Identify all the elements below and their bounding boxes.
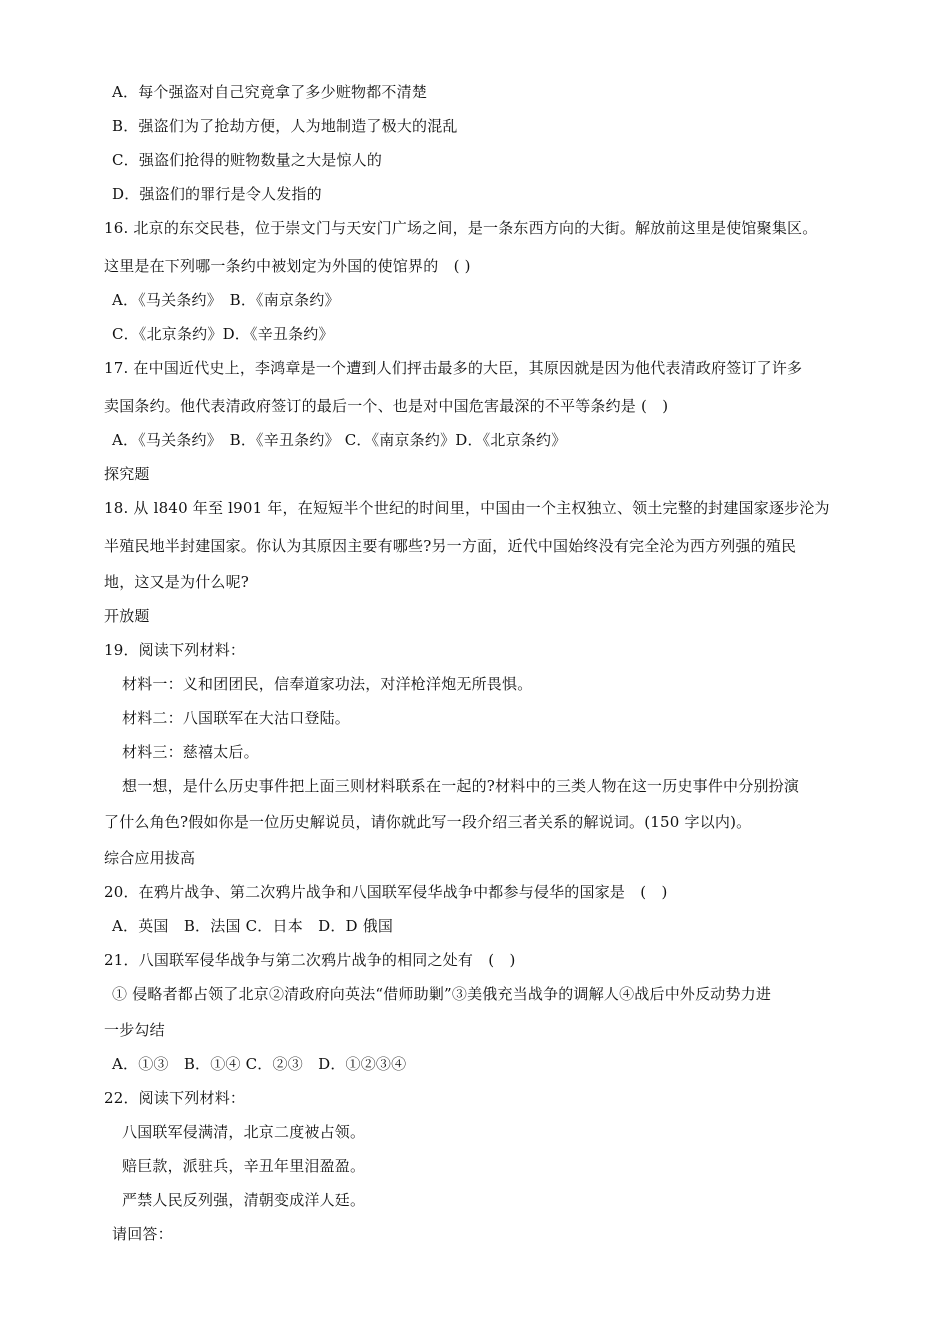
question-20-line-1: 20．在鸦片战争、第二次鸦片战争和八国联军侵华战争中都参与侵华的国家是 ( ) <box>104 883 668 901</box>
question-18-line-1: 18. 从 l840 年至 l901 年，在短短半个世纪的时间里，中国由一个主权独立、领土完整的封建国家逐步沦为 <box>104 499 830 517</box>
question-19-line-1: 19．阅读下列材料： <box>104 641 246 659</box>
option-b-line: B．强盗们为了抢劫方便，人为地制造了极大的混乱 <box>112 117 458 135</box>
section-heading-open: 开放题 <box>104 607 150 625</box>
question-19-prompt-2: 了什么角色?假如你是一位历史解说员，请你就此写一段介绍三者关系的解说词。(150 字以内)。 <box>104 813 752 831</box>
poem-line-1: 八国联军侵满清，北京二度被占领。 <box>122 1123 366 1141</box>
section-heading-apply: 综合应用拔高 <box>104 849 196 867</box>
question-19-prompt-1: 想一想，是什么历史事件把上面三则材料联系在一起的?材料中的三类人物在这一历史事件中分别扮演 <box>122 777 800 795</box>
question-21-line-3: 一步勾结 <box>104 1021 165 1039</box>
question-20-options: A．英国 B．法国 C．日本 D．D 俄国 <box>112 917 394 935</box>
question-21-options: A．①③ B．①④ C．②③ D．①②③④ <box>112 1055 407 1073</box>
question-21-line-1: 21．八国联军侵华战争与第二次鸦片战争的相同之处有 ( ) <box>104 951 516 969</box>
material-3: 材料三：慈禧太后。 <box>122 743 259 761</box>
question-16-options-cd: C．《北京条约》D．《辛丑条约》 <box>112 325 334 343</box>
option-a-line: A．每个强盗对自己究竟拿了多少赃物都不清楚 <box>112 83 428 101</box>
question-16-line-2: 这里是在下列哪一条约中被划定为外国的使馆界的 ( ) <box>104 257 471 275</box>
question-22-answer-prompt: 请回答： <box>112 1225 173 1243</box>
option-c-line: C．强盗们抢得的赃物数量之大是惊人的 <box>112 151 383 169</box>
question-16-options-ab: A．《马关条约》 B．《南京条约》 <box>112 291 340 309</box>
material-2: 材料二：八国联军在大沽口登陆。 <box>122 709 351 727</box>
material-1: 材料一：义和团团民，信奉道家功法，对洋枪洋炮无所畏惧。 <box>122 675 533 693</box>
question-18-line-2: 半殖民地半封建国家。你认为其原因主要有哪些?另一方面，近代中国始终没有完全沦为西方列强的殖民 <box>104 537 797 555</box>
question-18-line-3: 地，这又是为什么呢? <box>104 573 250 591</box>
question-17-options: A．《马关条约》 B．《辛丑条约》 C．《南京条约》D．《北京条约》 <box>112 431 567 449</box>
section-heading-explore: 探究题 <box>104 465 150 483</box>
question-21-line-2: ① 侵略者都占领了北京②清政府向英法“借师助剿”③美俄充当战争的调解人④战后中外反动势力进 <box>112 985 772 1003</box>
poem-line-3: 严禁人民反列强，清朝变成洋人廷。 <box>122 1191 366 1209</box>
question-17-line-1: 17. 在中国近代史上，李鸿章是一个遭到人们抨击最多的大臣，其原因就是因为他代表清政府签订了许多 <box>104 359 803 377</box>
question-17-line-2: 卖国条约。他代表清政府签订的最后一个、也是对中国危害最深的不平等条约是 ( ) <box>104 397 669 415</box>
poem-line-2: 赔巨款，派驻兵，辛丑年里泪盈盈。 <box>122 1157 366 1175</box>
question-16-line-1: 16. 北京的东交民巷，位于崇文门与天安门广场之间，是一条东西方向的大街。解放前这里是使馆聚集区。 <box>104 219 818 237</box>
question-22-line-1: 22．阅读下列材料： <box>104 1089 246 1107</box>
option-d-line: D．强盗们的罪行是令人发指的 <box>112 185 322 203</box>
